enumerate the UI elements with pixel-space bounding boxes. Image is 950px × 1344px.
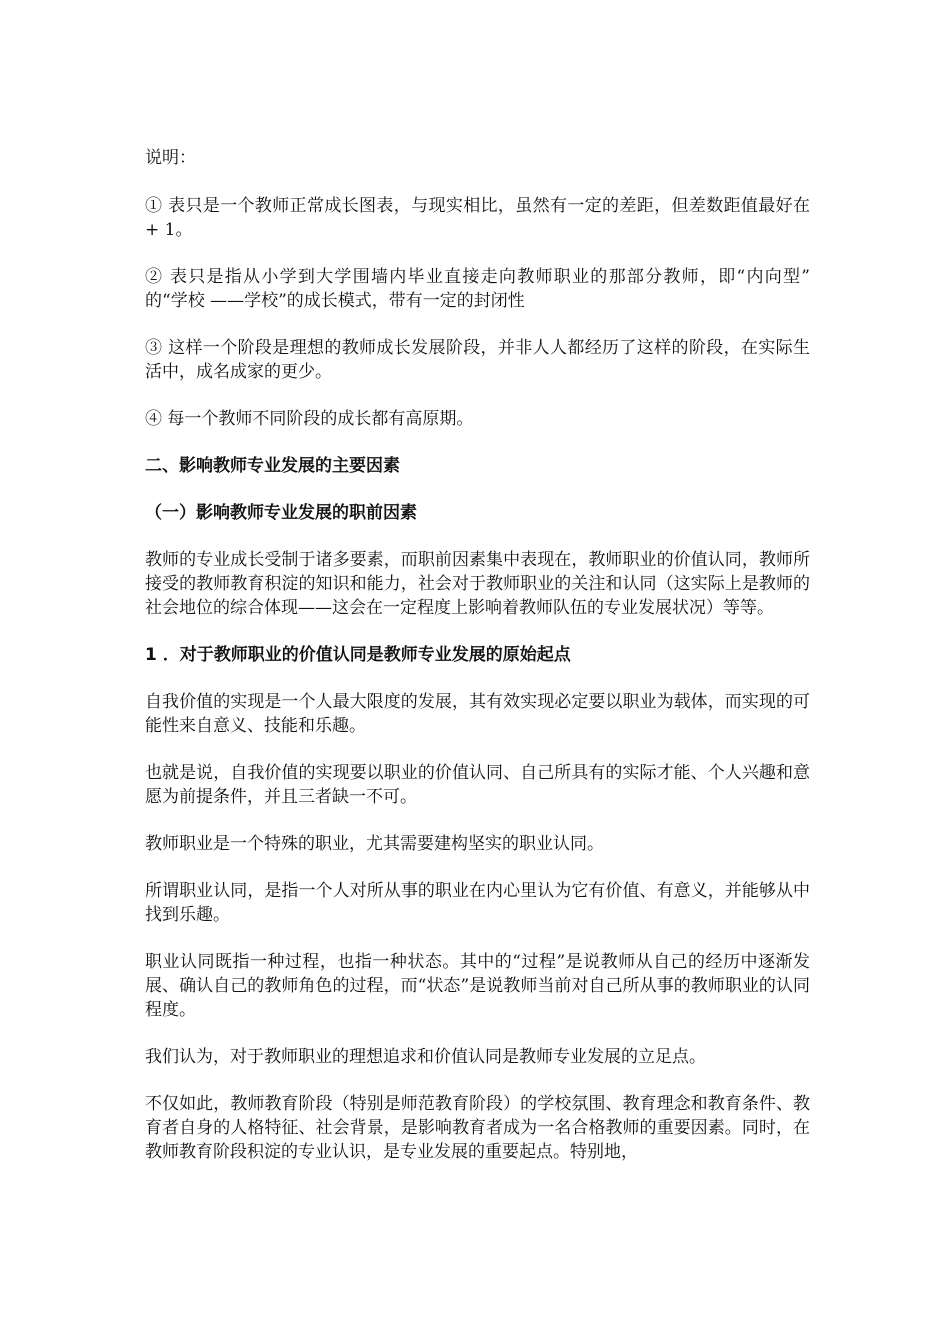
body-paragraph-6: 我们认为，对于教师职业的理想追求和价值认同是教师专业发展的立足点。 — [145, 1047, 706, 1067]
body-paragraph-4: 所谓职业认同，是指一个人对所从事的职业在内心里认为它有价值、有意义，并能够从中找到乐趣。 — [145, 881, 810, 925]
point-heading: 1 ．对于教师职业的价值认同是教师专业发展的原始起点 — [145, 645, 571, 665]
body-paragraph-7: 不仅如此，教师教育阶段（特别是师范教育阶段）的学校氛围、教育理念和教育条件、教育者自身的人格特征、社会背景，是影响教育者成为一名合格教师的重要因素。同时，在教师教育阶段积淀的专业认识，是专业发展的重要起点。特别地， — [145, 1094, 810, 1162]
body-paragraph-1: 自我价值的实现是一个人最大限度的发展，其有效实现必定要以职业为载体，而实现的可能性来自意义、技能和乐趣。 — [145, 692, 810, 736]
body-paragraph-5: 职业认同既指一种过程，也指一种状态。其中的“过程”是说教师从自己的经历中逐渐发展、确认自己的教师角色的过程，而“状态”是说教师当前对自己所从事的教师职业的认同程度。 — [145, 952, 810, 1020]
subsection-heading: （一）影响教师专业发展的职前因素 — [145, 503, 417, 523]
note-item-2: ② 表只是指从小学到大学围墙内毕业直接走向教师职业的那部分教师，即“内向型” 的“学校 ——学校”的成长模式，带有一定的封闭性 — [145, 267, 810, 311]
notes-title: 说明： — [145, 148, 196, 168]
body-paragraph-3: 教师职业是一个特殊的职业，尤其需要建构坚实的职业认同。 — [145, 834, 604, 854]
note-item-3: ③ 这样一个阶段是理想的教师成长发展阶段，并非人人都经历了这样的阶段，在实际生活中，成名成家的更少。 — [145, 338, 810, 382]
body-paragraph-2: 也就是说，自我价值的实现要以职业的价值认同、自己所具有的实际才能、个人兴趣和意愿为前提条件，并且三者缺一不可。 — [145, 763, 810, 807]
section-heading: 二、影响教师专业发展的主要因素 — [145, 456, 400, 476]
note-item-4: ④ 每一个教师不同阶段的成长都有高原期。 — [145, 409, 474, 429]
intro-paragraph: 教师的专业成长受制于诸多要素，而职前因素集中表现在，教师职业的价值认同，教师所接受的教师教育积淀的知识和能力，社会对于教师职业的关注和认同（这实际上是教师的社会地位的综合体现——这会在一定程度上影响着教师队伍的专业发展状况）等等。 — [145, 550, 810, 618]
note-item-1: ① 表只是一个教师正常成长图表，与现实相比，虽然有一定的差距，但差数距值最好在 + 1。 — [145, 196, 810, 240]
document-page — [145, 146, 810, 1187]
